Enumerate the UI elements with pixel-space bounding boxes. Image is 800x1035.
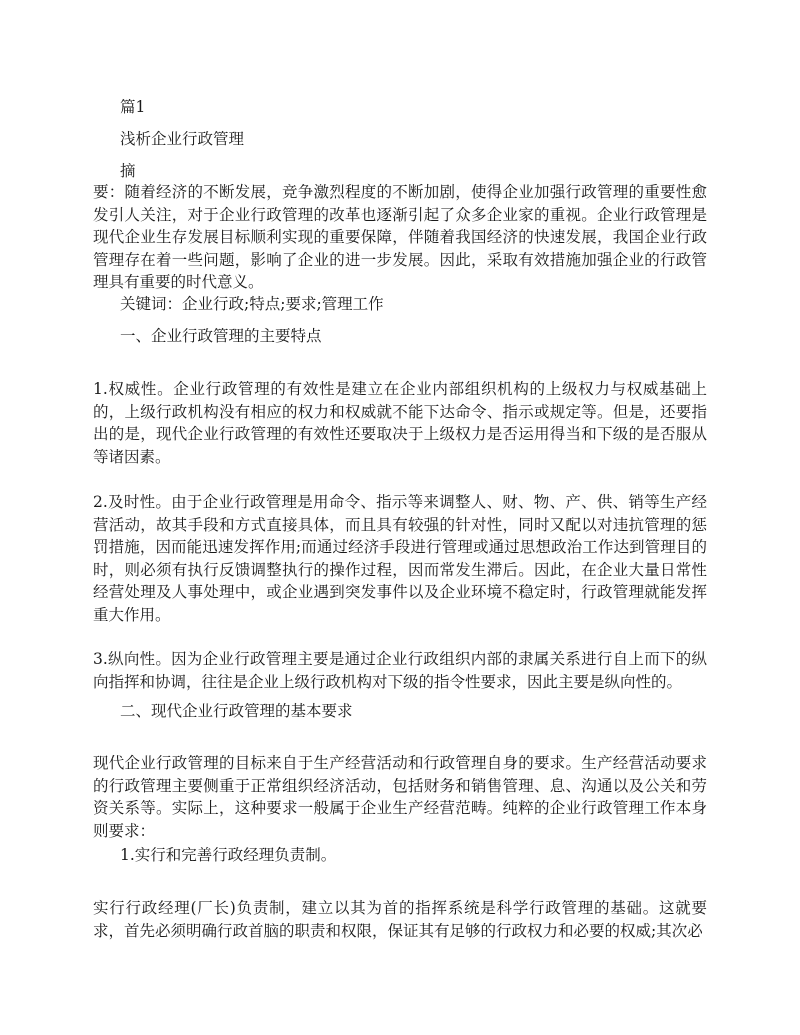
paragraph-vertical: 3.纵向性。因为企业行政管理主要是通过企业行政组织内部的隶属关系进行自上而下的纵向指挥和协调，往往是企业上级行政机构对下级的指令性要求，因此主要是纵向性的。: [93, 650, 707, 691]
section-heading-features: 一、企业行政管理的主要特点: [120, 327, 322, 345]
abstract-paragraph: 要：随着经济的不断发展，竞争激烈程度的不断加剧，使得企业加强行政管理的重要性愈发引人关注，对于企业行政管理的改革也逐渐引起了众多企业家的重视。企业行政管理是现代企业生存发展目标顺利实现的重要保障，伴随着我国经济的快速发展，我国企业行政管理存在着一些问题，影响了企业的进一步发展。因此，采取有效措施加强企业的行政管理具有重要的时代意义。: [93, 183, 707, 291]
abstract-label: 摘: [120, 162, 136, 180]
keywords-line: 关键词：企业行政;特点;要求;管理工作: [120, 295, 384, 313]
paragraph-requirement-1: 实行行政经理(厂长)负责制，建立以其为首的指挥系统是科学行政管理的基础。这就要求，首先必须明确行政首脑的职责和权限，保证其有足够的行政权力和必要的权威;其次必: [93, 899, 707, 940]
paragraph-authority: 1.权威性。企业行政管理的有效性是建立在企业内部组织机构的上级权力与权威基础上的，上级行政机构没有相应的权力和权威就不能下达命令、指示或规定等。但是，还要指出的是，现代企业行政管理的有效性还要取决于上级权力是否运用得当和下级的是否服从等诸因素。: [93, 380, 707, 466]
document-title: 浅析企业行政管理: [120, 130, 245, 148]
paragraph-requirements-intro: 现代企业行政管理的目标来自于生产经营活动和行政管理自身的要求。生产经营活动要求的行政管理主要侧重于正常组织经济活动，包括财务和销售管理、息、沟通以及公关和劳资关系等。实际上，这种要求一般属于企业生产经营范畴。纯粹的企业行政管理工作本身则要求：: [93, 754, 707, 840]
requirement-heading-1: 1.实行和完善行政经理负责制。: [120, 846, 337, 864]
section-heading-requirements: 二、现代企业行政管理的基本要求: [120, 702, 353, 720]
part-label: 篇1: [120, 98, 146, 116]
paragraph-timeliness: 2.及时性。由于企业行政管理是用命令、指示等来调整人、财、物、产、供、销等生产经营活动，故其手段和方式直接具体，而且具有较强的针对性，同时又配以对违抗管理的惩罚措施，因而能迅速发挥作用;而通过经济手段进行管理或通过思想政治工作达到管理目的时，则必须有执行反馈调整执行的操作过程，因而常发生滞后。因此，在企业大量日常性经营处理及人事处理中，或企业遇到突发事件以及企业环境不稳定时，行政管理就能发挥重大作用。: [93, 493, 707, 624]
